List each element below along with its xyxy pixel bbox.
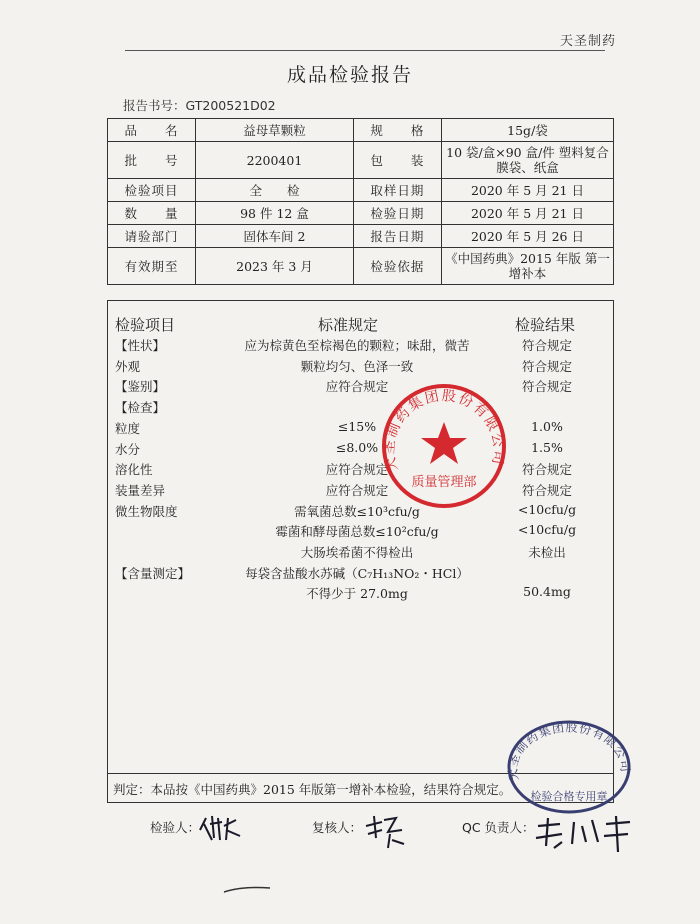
reviewer-signature: [362, 812, 408, 852]
label-cell: 报告日期: [353, 225, 441, 248]
result-value: <10cfu/g: [517, 502, 577, 517]
result-item: 【含量测定】: [115, 566, 191, 581]
label-cell: 品 名: [108, 119, 196, 142]
seal-center-text: 质量管理部: [411, 475, 477, 490]
seal-ring-text: 天圣制药集团股份有限公司: [381, 387, 507, 474]
reviewer-label: 复核人：: [312, 820, 363, 835]
svg-text:天圣制药集团股份有限公司: [505, 720, 632, 781]
result-standard: 应符合规定: [325, 483, 389, 498]
result-value: 1.0%: [531, 419, 563, 434]
label-cell: 检验日期: [353, 202, 441, 225]
info-table: [107, 118, 614, 285]
result-item: 【鉴别】: [115, 379, 166, 394]
result-value: 未检出: [528, 545, 566, 560]
label-cell: 检验依据: [353, 248, 441, 285]
table-row: [108, 202, 614, 225]
result-standard: 大肠埃希菌不得检出: [300, 545, 414, 560]
result-standard: ≤8.0%: [335, 440, 379, 455]
result-item: 【性状】: [115, 338, 166, 353]
result-item: 粒度: [115, 421, 141, 436]
result-standard: 霉菌和酵母菌总数≤10²cfu/g: [275, 524, 439, 539]
value-cell: 10 袋/盒×90 盒/件 塑料复合膜袋、纸盒: [441, 142, 613, 179]
result-item: 装量差异: [115, 483, 166, 498]
table-row: [108, 179, 614, 202]
result-value: 符合规定: [521, 379, 572, 394]
value-cell: 益母草颗粒: [196, 119, 354, 142]
inspector-signature: [196, 810, 244, 846]
label-cell: 请验部门: [108, 225, 196, 248]
page-title: 成品检验报告: [286, 64, 413, 86]
value-cell: 全 检: [196, 179, 354, 202]
result-value: 符合规定: [521, 338, 572, 353]
result-standard: 应为棕黄色至棕褐色的颗粒；味甜，微苦: [244, 338, 470, 353]
label-cell: 批 号: [108, 142, 196, 179]
result-value: 符合规定: [521, 462, 572, 477]
label-cell: 数 量: [108, 202, 196, 225]
value-cell: 2020 年 5 月 26 日: [441, 225, 613, 248]
table-row: [108, 225, 614, 248]
quality-dept-seal: [380, 382, 508, 510]
value-cell: 《中国药典》2015 年版 第一增补本: [441, 248, 613, 285]
result-value: 1.5%: [531, 440, 563, 455]
report-number: 报告书号：GT200521D02: [123, 98, 276, 113]
result-value: 符合规定: [521, 359, 572, 374]
header-divider: [125, 50, 605, 51]
result-standard: 不得少于 27.0mg: [306, 586, 408, 601]
table-row: [108, 142, 614, 179]
result-item: 溶化性: [115, 462, 153, 477]
result-item: 微生物限度: [115, 504, 178, 519]
result-standard: 需氧菌总数≤10³cfu/g: [294, 504, 420, 519]
result-standard: 颗粒均匀、色泽一致: [300, 359, 414, 374]
result-item: 【检查】: [115, 400, 166, 415]
result-item: 外观: [115, 359, 141, 374]
label-cell: 包 装: [353, 142, 441, 179]
seal-center-text: 检验合格专用章: [530, 790, 608, 803]
result-value: 符合规定: [521, 483, 572, 498]
company-name: 天圣制药: [560, 34, 617, 49]
header-standard: 标准规定: [318, 316, 379, 334]
header-result: 检验结果: [515, 316, 576, 334]
value-cell: 98 件 12 盒: [196, 202, 354, 225]
inspector-label: 检验人：: [150, 820, 201, 835]
result-item: 水分: [115, 442, 141, 457]
stray-mark: [222, 882, 272, 896]
result-value: 50.4mg: [523, 584, 571, 599]
result-value: <10cfu/g: [517, 522, 577, 537]
value-cell: 2020 年 5 月 21 日: [441, 179, 613, 202]
value-cell: 2200401: [196, 142, 354, 179]
label-cell: 规 格: [353, 119, 441, 142]
result-standard: 应符合规定: [325, 462, 389, 477]
value-cell: 2023 年 3 月: [196, 248, 354, 285]
label-cell: 取样日期: [353, 179, 441, 202]
result-standard: ≤15%: [337, 419, 377, 434]
qc-label: QC 负责人：: [462, 820, 535, 835]
qc-signature: [532, 812, 637, 854]
result-standard: 每袋含盐酸水苏碱（C₇H₁₃NO₂・HCl）: [245, 566, 469, 581]
result-standard: 应符合规定: [325, 379, 389, 394]
table-row: [108, 248, 614, 285]
label-cell: 检验项目: [108, 179, 196, 202]
value-cell: 15g/袋: [441, 119, 613, 142]
value-cell: 固体车间 2: [196, 225, 354, 248]
seal-ring-text: 天圣制药集团股份有限公司: [505, 720, 633, 782]
judgement: 判定：本品按《中国药典》2015 年版第一增补本检验，结果符合规定。: [107, 773, 614, 798]
value-cell: 2020 年 5 月 21 日: [441, 202, 613, 225]
label-cell: 有效期至: [108, 248, 196, 285]
header-item: 检验项目: [115, 316, 176, 334]
table-row: [108, 119, 614, 142]
inspection-seal: [505, 718, 633, 816]
